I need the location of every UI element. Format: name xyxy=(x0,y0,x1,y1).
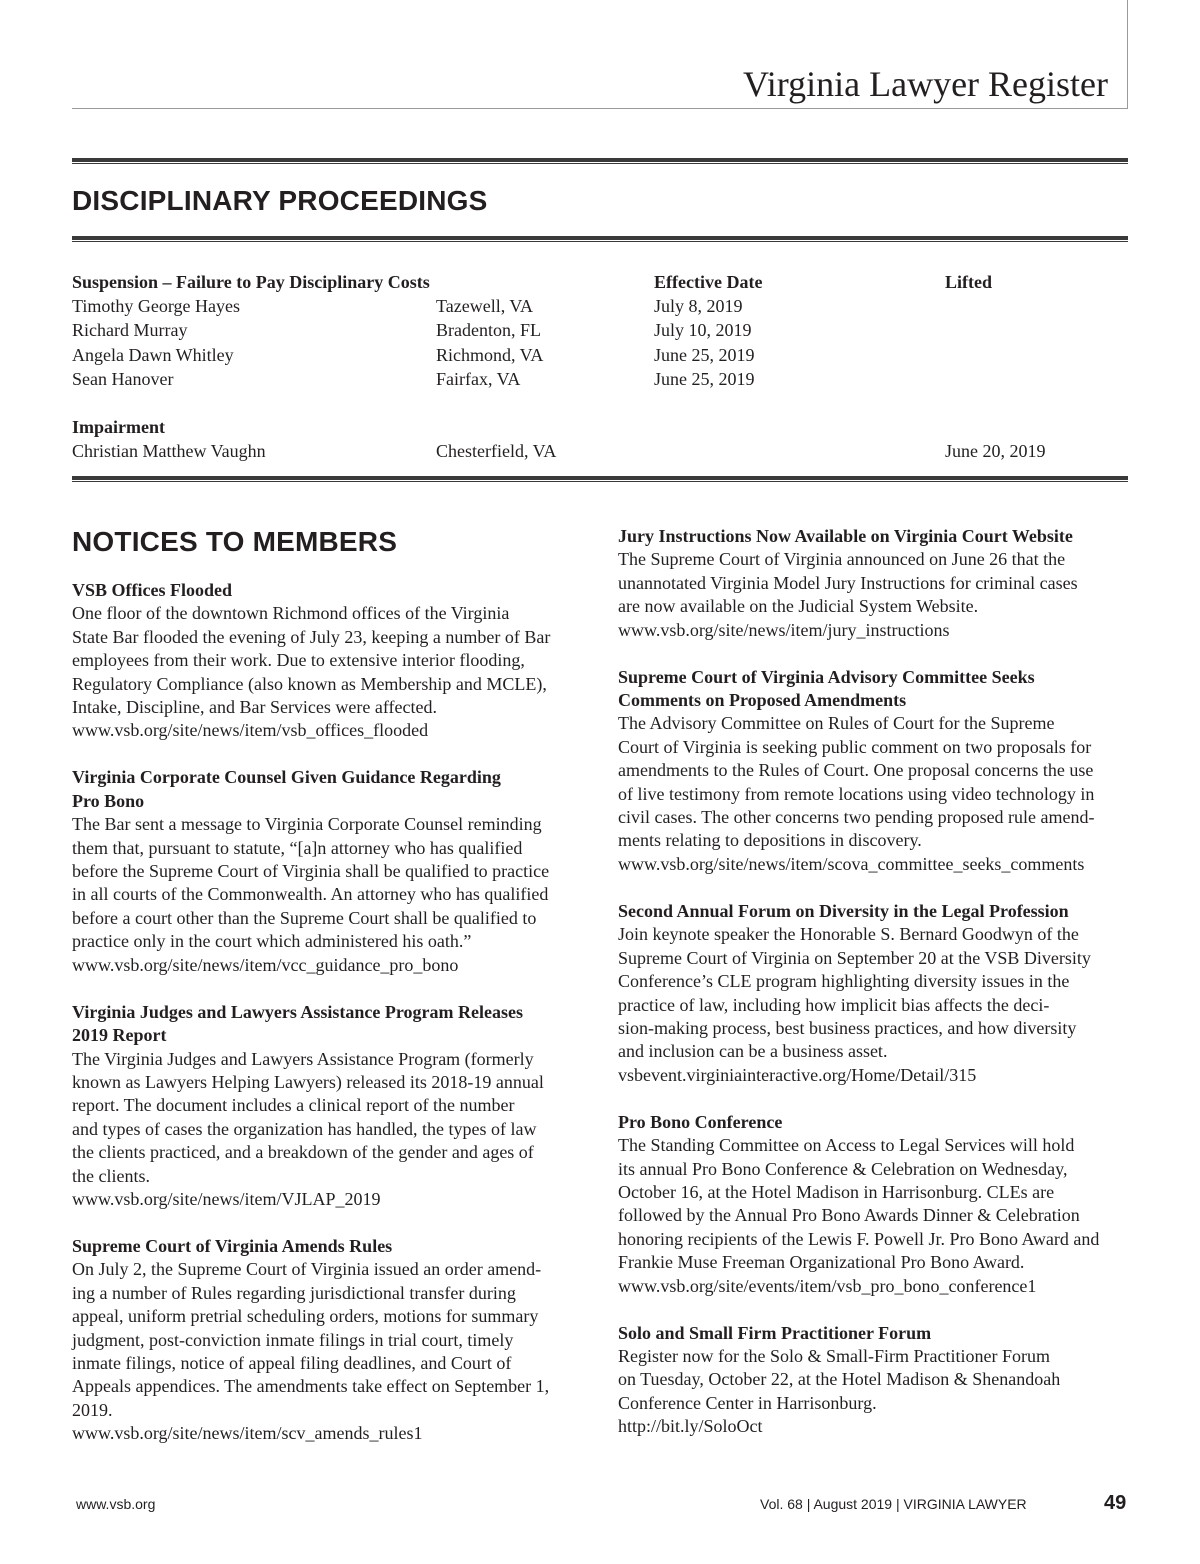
notice-body-line: Join keynote speaker the Honorable S. Bernard Goodwyn of the xyxy=(618,924,1079,945)
notices-right-column xyxy=(618,525,1138,1462)
notice-title: Pro Bono Conference xyxy=(618,1111,783,1132)
notice-item xyxy=(618,1111,1138,1298)
effective-date: July 8, 2019 xyxy=(654,296,743,317)
notice-body-line: before the Supreme Court of Virginia shall be qualified to practice xyxy=(72,861,550,882)
notice-body-line: and types of cases the organization has handled, the types of law xyxy=(72,1118,537,1139)
notice-body-line: its annual Pro Bono Conference & Celebration on Wednesday, xyxy=(618,1158,1068,1179)
notice-item xyxy=(618,1322,1138,1439)
notice-link[interactable]: www.vsb.org/site/news/item/VJLAP_2019 xyxy=(72,1188,381,1209)
notice-title: VSB Offices Flooded xyxy=(72,580,232,600)
notice-title: Supreme Court of Virginia Amends Rules xyxy=(72,1235,393,1256)
notice-title: Solo and Small Firm Practitioner Forum xyxy=(618,1322,932,1343)
notice-body-line: The Supreme Court of Virginia announced on June 26 that the xyxy=(618,549,1066,570)
notice-body-line: Conference’s CLE program highlighting diversity issues in the xyxy=(618,971,1070,992)
notices-heading: NOTICES TO MEMBERS xyxy=(72,526,398,557)
disciplinary-table xyxy=(72,270,1128,463)
notice-link[interactable]: http://bit.ly/SoloOct xyxy=(618,1416,763,1437)
notice-body-line: Frankie Muse Freeman Organizational Pro Bono Award. xyxy=(618,1252,1025,1273)
running-header-title: Virginia Lawyer Register xyxy=(742,64,1108,104)
effective-date: June 25, 2019 xyxy=(654,344,755,365)
notice-body-line: October 16, at the Hotel Madison in Harrisonburg. CLEs are xyxy=(618,1181,1055,1202)
notice-item xyxy=(72,579,584,743)
notice-body-line: One floor of the downtown Richmond offices of the Virginia xyxy=(72,603,510,624)
notice-body-line: Intake, Discipline, and Bar Services were affected. xyxy=(72,697,438,718)
suspension-category-label: Suspension – Failure to Pay Disciplinary Costs xyxy=(72,272,430,292)
notice-body-line: judgment, post-conviction inmate filings in trial court, timely xyxy=(72,1329,514,1350)
notice-title: Second Annual Forum on Diversity in the Legal Profession xyxy=(618,900,1069,921)
notice-body-line: Regulatory Compliance (also known as Membership and MCLE), xyxy=(72,673,547,694)
notice-link[interactable]: www.vsb.org/site/news/item/vsb_offices_flooded xyxy=(72,720,429,741)
notice-item xyxy=(618,525,1138,642)
impairment-rows xyxy=(72,439,1128,463)
notice-link[interactable]: vsbevent.virginiainteractive.org/Home/Detail/315 xyxy=(618,1064,977,1085)
notice-title: Supreme Court of Virginia Advisory Committee Seeks xyxy=(618,666,1035,687)
notice-body-line: The Virginia Judges and Lawyers Assistance Program (formerly xyxy=(72,1048,534,1069)
notice-title: Pro Bono xyxy=(72,790,145,811)
table-header-row xyxy=(72,270,1128,294)
impairment-header-row xyxy=(72,415,1128,439)
table-row xyxy=(72,294,1128,318)
attorney-name: Angela Dawn Whitley xyxy=(72,344,234,365)
notice-item xyxy=(72,1001,584,1212)
disciplinary-heading: DISCIPLINARY PROCEEDINGS xyxy=(72,185,488,216)
attorney-location: Richmond, VA xyxy=(436,344,544,365)
notice-body-line: honoring recipients of the Lewis F. Powell Jr. Pro Bono Award and xyxy=(618,1228,1100,1249)
attorney-name: Christian Matthew Vaughn xyxy=(72,441,266,462)
notice-item xyxy=(72,1235,584,1446)
notice-body-line: ing a number of Rules regarding jurisdictional transfer during xyxy=(72,1282,516,1303)
notice-body-line: Supreme Court of Virginia on September 20 at the VSB Diversity xyxy=(618,947,1091,968)
notices-left-column xyxy=(72,579,584,1469)
notice-body-line: amendments to the Rules of Court. One proposal concerns the use xyxy=(618,760,1094,781)
effective-date-header: Effective Date xyxy=(654,272,763,292)
notice-title: Comments on Proposed Amendments xyxy=(618,690,907,711)
notice-link[interactable]: www.vsb.org/site/news/item/vcc_guidance_pro_bono xyxy=(72,954,459,975)
effective-date: July 10, 2019 xyxy=(654,320,752,341)
attorney-name: Richard Murray xyxy=(72,320,188,341)
header-rule xyxy=(72,108,1128,109)
notice-body-line: the clients practiced, and a breakdown of the gender and ages of xyxy=(72,1142,534,1163)
footer-website: www.vsb.org xyxy=(76,1496,156,1512)
impairment-category-label: Impairment xyxy=(72,416,165,437)
notice-body-line: of live testimony from remote locations using video technology in xyxy=(618,783,1095,804)
attorney-location: Bradenton, FL xyxy=(436,320,541,341)
notice-body-line: them that, pursuant to statute, “[a]n attorney who has qualified xyxy=(72,837,523,858)
notice-link[interactable]: www.vsb.org/site/news/item/scv_amends_rules1 xyxy=(72,1423,423,1444)
notice-body-line: are now available on the Judicial System Website. xyxy=(618,596,979,617)
notice-title: Jury Instructions Now Available on Virginia Court Website xyxy=(618,526,1073,546)
section-rule-bottom xyxy=(72,236,1128,243)
notice-item xyxy=(618,900,1138,1087)
notice-body-line: The Bar sent a message to Virginia Corporate Counsel reminding xyxy=(72,814,542,835)
section-rule-top xyxy=(72,158,1128,165)
notice-body-line: on Tuesday, October 22, at the Hotel Madison & Shenandoah xyxy=(618,1369,1061,1390)
notice-body-line: On July 2, the Supreme Court of Virginia issued an order amend- xyxy=(72,1259,542,1280)
attorney-name: Timothy George Hayes xyxy=(72,296,240,317)
section-rule-end xyxy=(72,476,1128,483)
notice-body-line: practice only in the court which administered his oath.” xyxy=(72,931,472,952)
notice-body-line: sion-making process, best business practices, and how diversity xyxy=(618,1017,1077,1038)
notice-body-line: The Standing Committee on Access to Legal Services will hold xyxy=(618,1135,1075,1156)
notice-item xyxy=(618,666,1138,877)
notice-body-line: report. The document includes a clinical report of the number xyxy=(72,1095,515,1116)
notice-body-line: civil cases. The other concerns two pending proposed rule amend- xyxy=(618,807,1095,828)
notice-body-line: the clients. xyxy=(72,1165,150,1186)
attorney-location: Chesterfield, VA xyxy=(436,441,557,462)
notice-body-line: Conference Center in Harrisonburg. xyxy=(618,1392,877,1413)
table-row xyxy=(72,367,1128,391)
notice-body-line: The Advisory Committee on Rules of Court for the Supreme xyxy=(618,713,1055,734)
notice-body-line: and inclusion can be a business asset. xyxy=(618,1041,888,1062)
notice-body-line: Appeals appendices. The amendments take effect on September 1, xyxy=(72,1376,550,1397)
notice-title: Virginia Judges and Lawyers Assistance Program Releases xyxy=(72,1001,523,1022)
notice-body-line: practice of law, including how implicit bias affects the deci- xyxy=(618,994,1050,1015)
notice-item xyxy=(72,766,584,977)
notice-body-line: ments relating to depositions in discovery. xyxy=(618,830,922,851)
notice-body-line: appeal, uniform pretrial scheduling orders, motions for summary xyxy=(72,1306,539,1327)
table-row xyxy=(72,343,1128,367)
notice-link[interactable]: www.vsb.org/site/news/item/jury_instructions xyxy=(618,619,950,640)
notice-title: Virginia Corporate Counsel Given Guidance Regarding xyxy=(72,767,501,788)
table-row xyxy=(72,439,1128,463)
notice-body-line: in all courts of the Commonwealth. An attorney who has qualified xyxy=(72,884,549,905)
notice-body-line: before a court other than the Supreme Court shall be qualified to xyxy=(72,907,537,928)
attorney-name: Sean Hanover xyxy=(72,368,174,389)
lifted-date: June 20, 2019 xyxy=(945,441,1046,462)
notice-link[interactable]: www.vsb.org/site/news/item/scova_committee_seeks_comments xyxy=(618,853,1085,874)
notice-body-line: State Bar flooded the evening of July 23, keeping a number of Bar xyxy=(72,626,551,647)
notice-body-line: Court of Virginia is seeking public comment on two proposals for xyxy=(618,736,1092,757)
notice-title: 2019 Report xyxy=(72,1025,167,1046)
notice-body-line: Register now for the Solo & Small-Firm Practitioner Forum xyxy=(618,1345,1050,1366)
attorney-location: Fairfax, VA xyxy=(436,368,521,389)
suspension-rows xyxy=(72,294,1128,391)
page-number: 49 xyxy=(1104,1492,1127,1514)
notice-body-line: employees from their work. Due to extensive interior flooding, xyxy=(72,650,525,671)
notice-body-line: unannotated Virginia Model Jury Instructions for criminal cases xyxy=(618,572,1078,593)
attorney-location: Tazewell, VA xyxy=(436,296,534,317)
footer-issue: Vol. 68 | August 2019 | VIRGINIA LAWYER xyxy=(760,1496,1027,1512)
notice-body-line: followed by the Annual Pro Bono Awards Dinner & Celebration xyxy=(618,1205,1080,1226)
notice-body-line: known as Lawyers Helping Lawyers) released its 2018-19 annual xyxy=(72,1071,544,1092)
effective-date: June 25, 2019 xyxy=(654,368,755,389)
notice-link[interactable]: www.vsb.org/site/events/item/vsb_pro_bono_conference1 xyxy=(618,1275,1037,1296)
notice-body-line: inmate filings, notice of appeal filing deadlines, and Court of xyxy=(72,1352,512,1373)
header-vertical-rule xyxy=(1127,0,1128,109)
lifted-header: Lifted xyxy=(945,272,992,292)
notice-body-line: 2019. xyxy=(72,1399,113,1420)
table-row xyxy=(72,318,1128,342)
